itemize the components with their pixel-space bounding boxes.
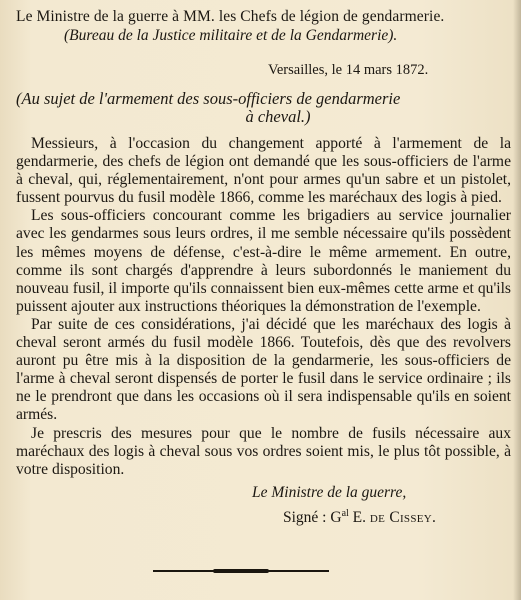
paragraph-2: Les sous-officiers concourant comme les brigadiers au service journalier avec les gendarmes sous leurs ordres, il me semble nécessaire qu'ils possèdent les mêmes moyens de défense, c'est-à-dire le même armement. En outre, comme ils sont chargés d'apprendre à leurs subordonnés le maniement du nouveau fusil, il importe qu'ils connaissent bien eux-mêmes cette arme et qu'ils puissent ajouter aux instructions théoriques la démonstration de l'exemple.: [16, 207, 511, 315]
paragraph-1: Messieurs, à l'occasion du changement apporté à l'armement de la gendarmerie, des chefs de légion ont demandé que les sous-officiers de l'arme à cheval, qui, réglementairement, n'ont pour armes qu'un sabre et un pistolet, fussent pourvus du fusil modèle 1866, comme les maréchaux des logis à pied.: [16, 135, 511, 207]
signature-line: [283, 508, 436, 527]
letter-body: [16, 135, 511, 479]
subject-line-1: (Au sujet de l'armement des sous-officiers de gendarmerie: [16, 89, 401, 108]
signature-initial: E.: [348, 509, 370, 527]
letter-header: Le Ministre de la guerre à MM. les Chefs de légion de gendarmerie.: [16, 8, 445, 25]
signature-rank-superscript: al: [341, 508, 349, 519]
subject-line-2: à cheval.): [245, 107, 311, 126]
closing-rule: [153, 570, 329, 572]
paragraph-3: Par suite de ces considérations, j'ai décidé que les maréchaux des logis à cheval seront armés du fusil modèle 1866. Toutefois, dès que des revolvers auront pu être mis à la disposition de la gendarmerie, les sous-officiers de l'arme à cheval seront dispensés de porter le fusil dans le service ordinaire ; ils ne le prendront que dans les occasions où il sera indispensable qu'ils en soient armés.: [16, 315, 511, 424]
subject-heading: [16, 90, 516, 126]
signature-name: de Cissey.: [369, 509, 437, 527]
signature-prefix: Signé : G: [283, 509, 342, 527]
dateline: Versailles, le 14 mars 1872.: [268, 62, 429, 78]
bureau-line: (Bureau de la Justice militaire et de la Gendarmerie).: [64, 27, 398, 44]
paragraph-4: Je prescris des mesures pour que le nombre de fusils nécessaire aux maréchaux des logis à cheval sous vos ordres soient mis, le plus tôt possible, à votre disposition.: [16, 424, 511, 478]
signoff-title: Le Ministre de la guerre,: [252, 484, 407, 501]
